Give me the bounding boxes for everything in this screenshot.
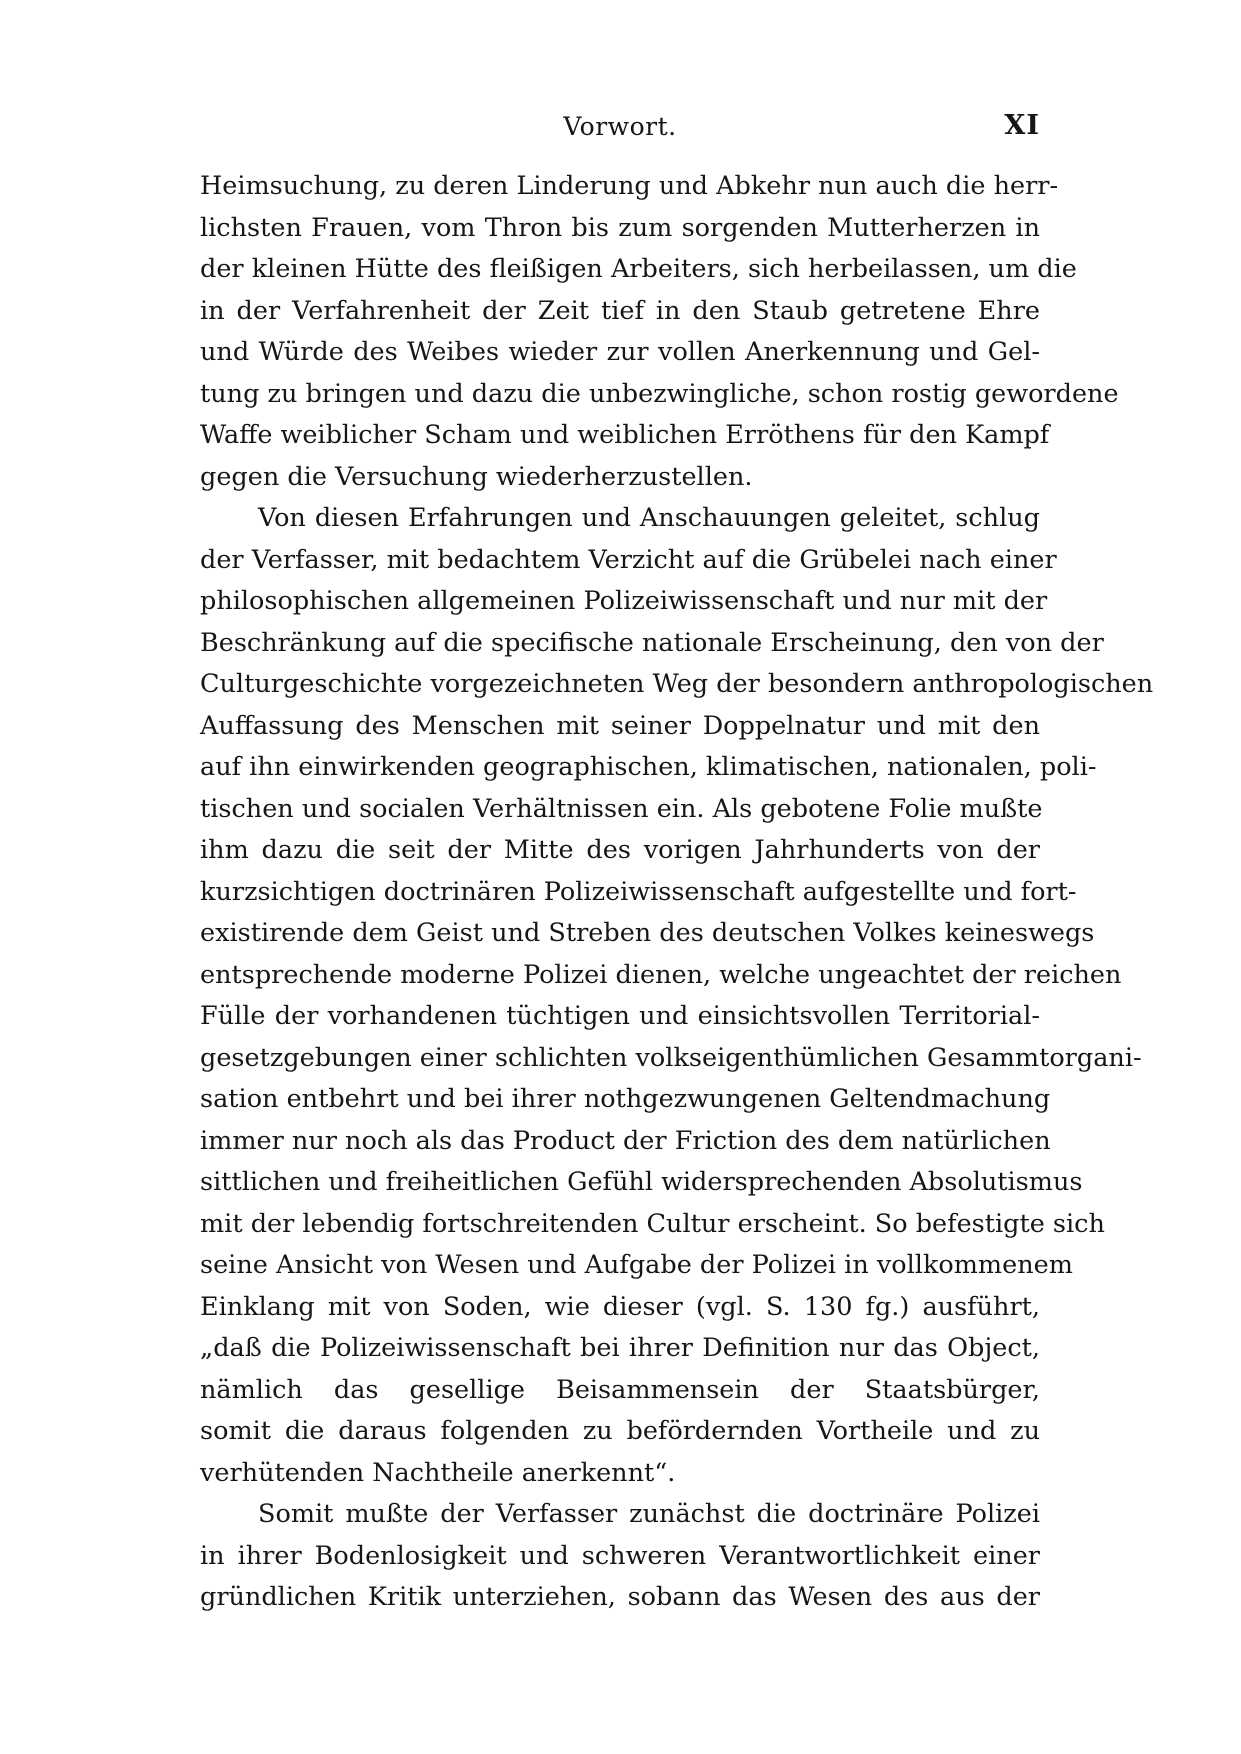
text-line: Auffassung des Menschen mit seiner Doppelnatur und mit den (200, 710, 1040, 741)
text-line: und Würde des Weibes wieder zur vollen Anerkennung und Gel- (200, 337, 1040, 367)
text-line: Einklang mit von Soden, wie dieser (vgl. S. 130 fg.) ausführt, (200, 1291, 1040, 1322)
running-head: Vorwort. (563, 112, 677, 141)
text-line: entsprechende moderne Polizei dienen, welche ungeachtet der reichen (200, 959, 1122, 990)
text-line: in ihrer Bodenlosigkeit und schweren Verantwortlichkeit einer (200, 1540, 1040, 1571)
page-header (200, 112, 1040, 152)
body-text (200, 166, 1154, 1619)
text-line: existirende dem Geist und Streben des deutschen Volkes keineswegs (200, 918, 1095, 948)
text-line: tischen und socialen Verhältnissen ein. Als gebotene Folie mußte (200, 793, 1043, 824)
text-line: Somit mußte der Verfasser zunächst die doctrinäre Polizei (258, 1499, 1040, 1529)
text-line: sittlichen und freiheitlichen Gefühl widersprechenden Absolutismus (200, 1167, 1083, 1197)
text-line: seine Ansicht von Wesen und Aufgabe der Polizei in vollkommenem (200, 1250, 1073, 1280)
page-number: XI (1004, 110, 1040, 141)
text-line: somit die daraus folgenden zu befördernden Vortheile und zu (200, 1416, 1040, 1446)
text-line: gegen die Versuchung wiederherzustellen. (200, 461, 753, 492)
text-line: ihm dazu die seit der Mitte des vorigen Jahrhunderts von der (200, 835, 1040, 865)
text-line: auf ihn einwirkenden geographischen, klimatischen, nationalen, poli- (200, 752, 1097, 782)
text-line: gesetzgebungen einer schlichten volkseigenthümlichen Gesammtorgani- (200, 1042, 1142, 1073)
text-line: Culturgeschichte vorgezeichneten Weg der besondern anthropologischen (200, 669, 1154, 699)
text-line: lichsten Frauen, vom Thron bis zum sorgenden Mutterherzen in (200, 212, 1040, 243)
text-line: „daß die Polizeiwissenschaft bei ihrer Definition nur das Object, (200, 1333, 1040, 1363)
text-line: Fülle der vorhandenen tüchtigen und einsichtsvollen Territorial- (200, 1001, 1040, 1031)
text-line: in der Verfahrenheit der Zeit tief in den Staub getretene Ehre (200, 295, 1040, 326)
text-line: verhütenden Nachtheile anerkennt“. (200, 1457, 676, 1488)
text-line: Von diesen Erfahrungen und Anschauungen geleitet, schlug (258, 503, 1040, 533)
text-line: immer nur noch als das Product der Friction des dem natürlichen (200, 1125, 1051, 1156)
text-line: sation entbehrt und bei ihrer nothgezwungenen Geltendmachung (200, 1084, 1051, 1114)
text-line: tung zu bringen und dazu die unbezwingliche, schon rostig gewordene (200, 378, 1119, 409)
text-line: nämlich das gesellige Beisammensein der Staatsbürger, (200, 1374, 1040, 1405)
text-line: philosophischen allgemeinen Polizeiwissenschaft und nur mit der (200, 586, 1048, 616)
text-line: gründlichen Kritik unterziehen, sobann das Wesen des aus der (200, 1582, 1040, 1612)
text-line: Beschränkung auf die specifische nationale Erscheinung, den von der (200, 627, 1104, 658)
text-line: der Verfasser, mit bedachtem Verzicht auf die Grübelei nach einer (200, 544, 1057, 575)
text-line: der kleinen Hütte des fleißigen Arbeiters, sich herbeilassen, um die (200, 254, 1077, 284)
text-line: mit der lebendig fortschreitenden Cultur erscheint. So befestigte sich (200, 1208, 1105, 1239)
text-line: Waffe weiblicher Scham und weiblichen Erröthens für den Kampf (200, 420, 1050, 450)
text-line: Heimsuchung, zu deren Linderung und Abkehr nun auch die herr- (200, 171, 1059, 201)
text-line: kurzsichtigen doctrinären Polizeiwissenschaft aufgestellte und fort- (200, 876, 1077, 907)
